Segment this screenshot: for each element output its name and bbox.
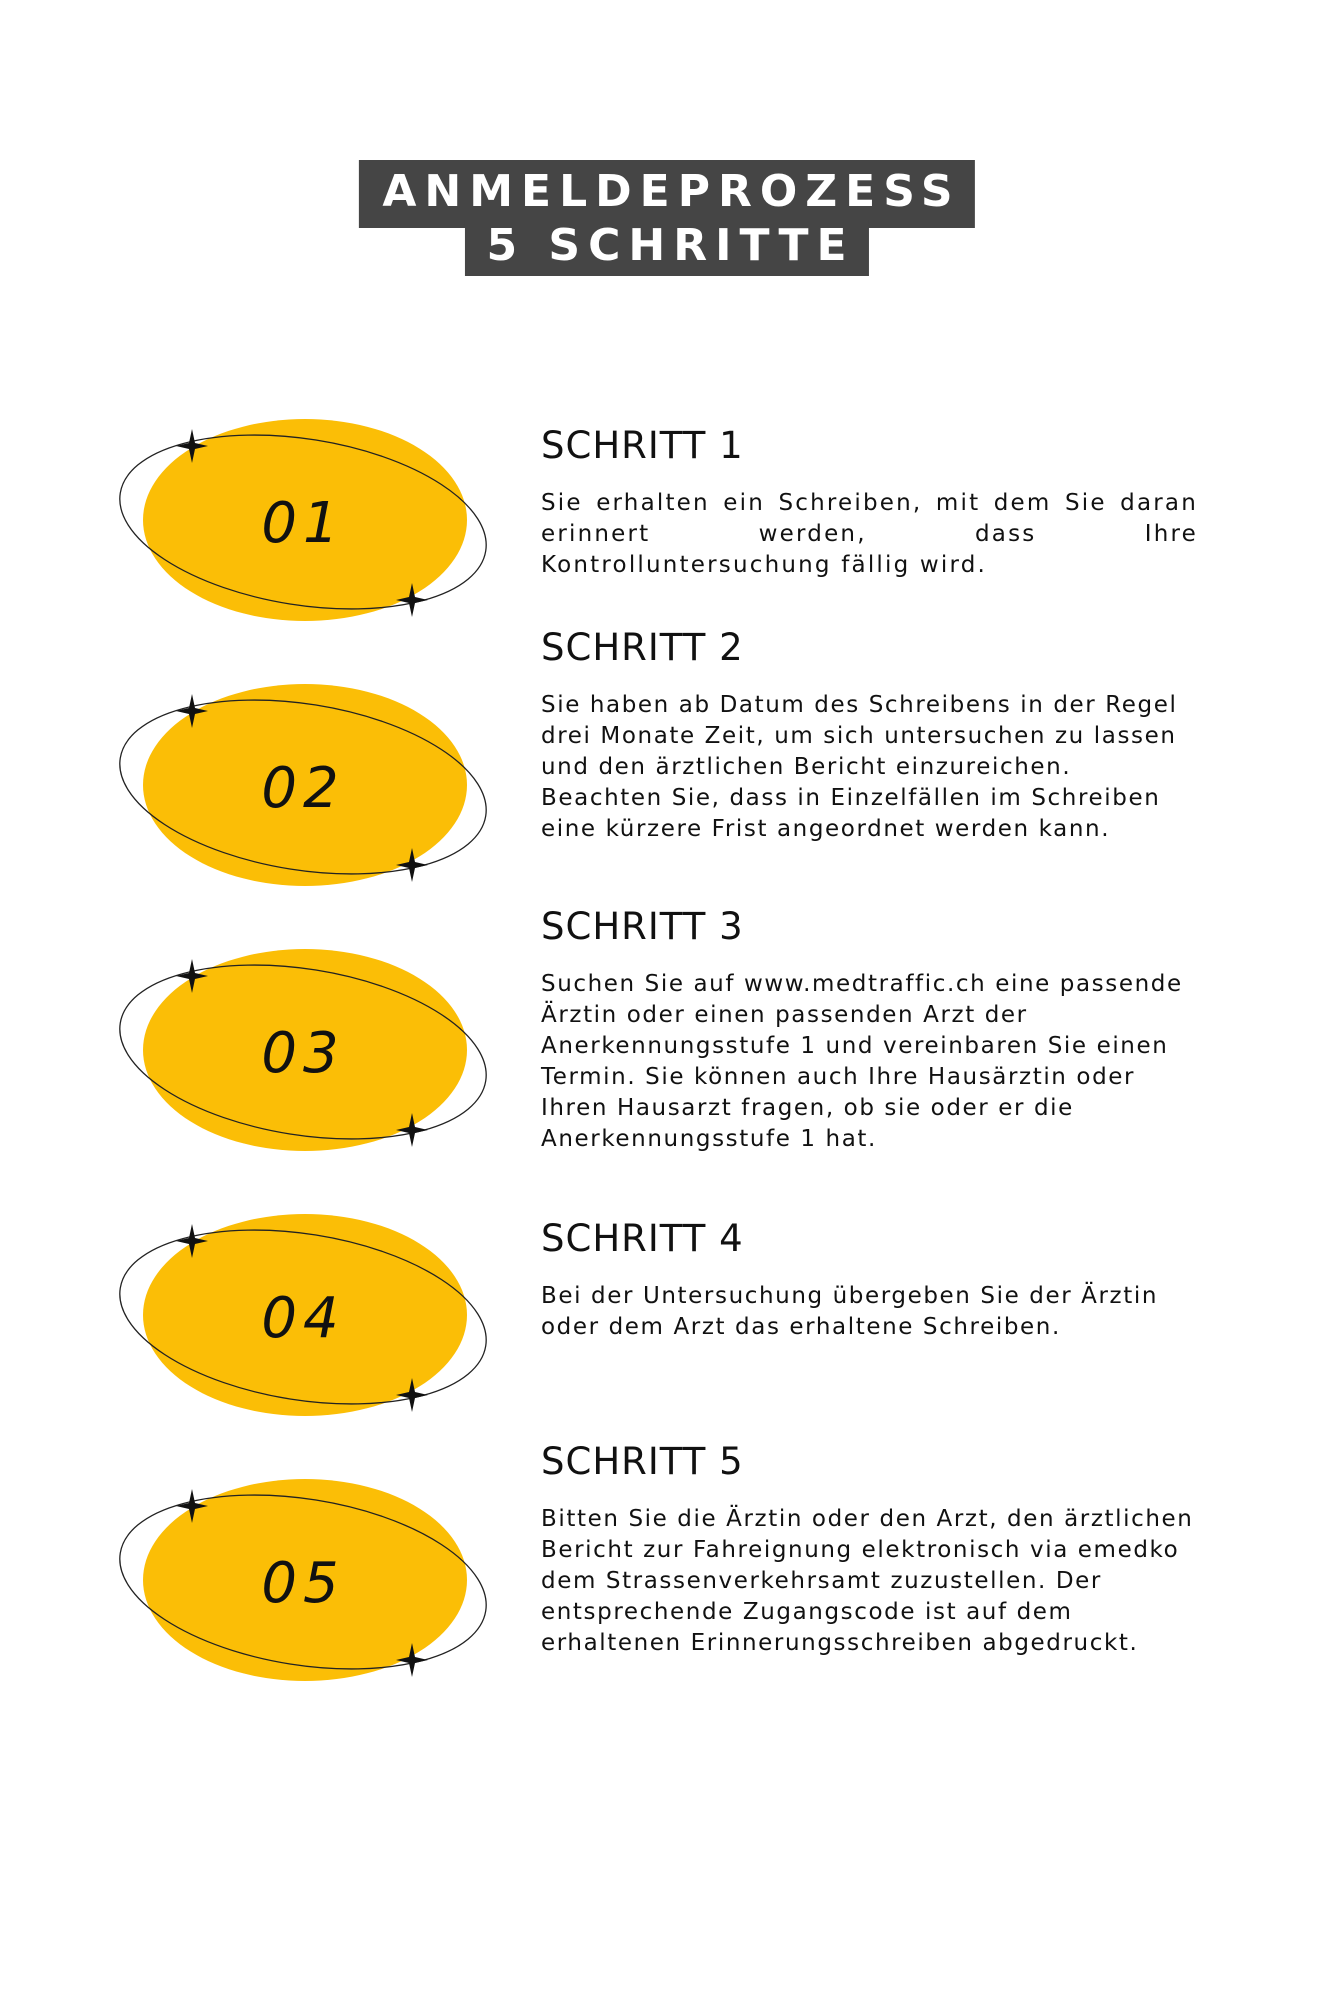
- step-5-heading: SCHRITT 5: [541, 1440, 744, 1483]
- step-1-heading: SCHRITT 1: [541, 424, 744, 467]
- step-2-number: 02: [261, 755, 345, 821]
- step-1-number: 01: [261, 490, 345, 556]
- step-5-number: 05: [261, 1550, 345, 1616]
- step-3-badge: [118, 948, 492, 1158]
- step-4-number: 04: [261, 1285, 345, 1351]
- step-5-text: Bitten Sie die Ärztin oder den Arzt, den ärztlichen Bericht zur Fahreignung elektronisch via emedko dem Strassenverkehrsamt zuzustellen. Der entsprechende Zugangscode ist auf dem erhaltenen Erinnerungsschreiben abgedruckt.: [541, 1506, 1194, 1656]
- step-3-heading: SCHRITT 3: [541, 905, 744, 948]
- step-3-text: Suchen Sie auf www.medtraffic.ch eine passende Ärztin oder einen passenden Arzt der Anerkennungsstufe 1 und vereinbaren Sie einen Termin. Sie können auch Ihre Hausärztin oder Ihren Hausarzt fragen, ob sie oder er die Anerkennungsstufe 1 hat.: [541, 971, 1183, 1152]
- step-5-badge: [118, 1478, 492, 1688]
- step-4-text: Bei der Untersuchung übergeben Sie der Ärztin oder dem Arzt das erhaltene Schreiben.: [541, 1283, 1159, 1340]
- page-title-line-1: ANMELDEPROZESS: [358, 160, 974, 228]
- page-title-line-2: 5 SCHRITTE: [464, 220, 868, 276]
- step-3-number: 03: [261, 1020, 345, 1086]
- step-1-badge: [118, 418, 492, 628]
- step-4-badge: [118, 1213, 492, 1423]
- step-2-heading: SCHRITT 2: [541, 626, 744, 669]
- step-4-heading: SCHRITT 4: [541, 1217, 744, 1260]
- step-1-text: Sie erhalten ein Schreiben, mit dem Sie daran erinnert werden, dass Ihre Kontrolluntersuchung fällig wird.: [541, 490, 1198, 578]
- step-2-text: Sie haben ab Datum des Schreibens in der Regel drei Monate Zeit, um sich untersuchen zu lassen und den ärztlichen Bericht einzureichen. Beachten Sie, dass in Einzelfällen im Schreiben eine kürzere Frist angeordnet werden kann.: [541, 692, 1178, 842]
- step-2-badge: [118, 683, 492, 893]
